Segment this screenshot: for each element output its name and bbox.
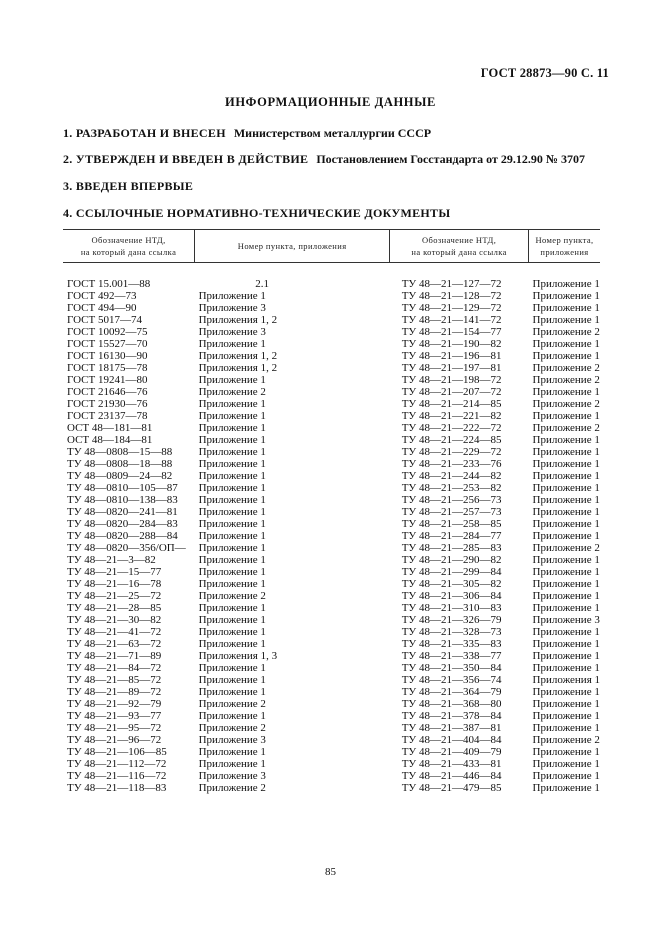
item-cell: Приложение 1 bbox=[198, 578, 266, 590]
item-cell: Приложение 1 bbox=[198, 446, 266, 458]
table-row bbox=[63, 362, 600, 374]
table-row bbox=[63, 506, 600, 518]
designation-cell: ТУ 48—21—84—72 bbox=[67, 662, 162, 674]
header-line: Обозначение НТД, bbox=[422, 235, 497, 245]
header-line: на который дана ссылка bbox=[411, 247, 507, 257]
designation-cell: ТУ 48—21—154—77 bbox=[401, 326, 502, 338]
item-cell: Приложения 1, 2 bbox=[198, 362, 278, 374]
table-row bbox=[63, 398, 600, 410]
table-row bbox=[63, 458, 600, 470]
header-item-left: Номер пункта, приложения bbox=[195, 230, 390, 263]
designation-cell: ТУ 48—21—85—72 bbox=[67, 674, 162, 686]
designation-cell: ГОСТ 16130—90 bbox=[67, 350, 148, 362]
item-cell: Приложение 1 bbox=[532, 650, 600, 662]
item-cell: Приложение 2 bbox=[532, 326, 600, 338]
item-cell: Приложение 1 bbox=[198, 338, 266, 350]
page-header-standard-ref: ГОСТ 28873—90 С. 11 bbox=[480, 66, 609, 80]
info-data-title: ИНФОРМАЦИОННЫЕ ДАННЫЕ bbox=[225, 95, 436, 109]
table-row bbox=[63, 326, 600, 338]
item-cell: Приложение 2 bbox=[198, 782, 266, 794]
designation-cell: ТУ 48—21—95—72 bbox=[67, 722, 162, 734]
designation-cell: ТУ 48—21—404—84 bbox=[401, 734, 502, 746]
designation-cell: ТУ 48—21—350—84 bbox=[401, 662, 502, 674]
item-cell: Приложение 1 bbox=[198, 482, 266, 494]
table-row bbox=[63, 263, 600, 291]
item-cell: Приложение 1 bbox=[198, 506, 266, 518]
section-title: 3. ВВЕДЕН ВПЕРВЫЕ bbox=[63, 179, 194, 193]
designation-cell: ТУ 48—21—92—79 bbox=[67, 698, 162, 710]
designation-cell: ТУ 48—0820—356/ОП— bbox=[67, 542, 186, 554]
item-cell: Приложение 1 bbox=[198, 686, 266, 698]
designation-cell: ТУ 48—0809—24—82 bbox=[67, 470, 173, 482]
designation-cell: ТУ 48—21—364—79 bbox=[401, 686, 502, 698]
item-cell: Приложение 1 bbox=[198, 530, 266, 542]
designation-cell: ТУ 48—21—128—72 bbox=[401, 290, 502, 302]
item-cell: Приложение 1 bbox=[198, 374, 266, 386]
table-row bbox=[63, 338, 600, 350]
designation-cell: ТУ 48—21—285—83 bbox=[401, 542, 502, 554]
table-row bbox=[63, 434, 600, 446]
item-cell: Приложение 1 bbox=[532, 530, 600, 542]
table-row bbox=[63, 410, 600, 422]
item-cell: Приложение 1 bbox=[532, 662, 600, 674]
designation-cell: ОСТ 48—181—81 bbox=[67, 422, 153, 434]
designation-cell: ТУ 48—21—16—78 bbox=[67, 578, 162, 590]
item-cell: Приложение 1 bbox=[532, 338, 600, 350]
designation-cell: ТУ 48—0810—105—87 bbox=[67, 482, 178, 494]
header-designation-left bbox=[63, 230, 195, 263]
item-cell: Приложение 1 bbox=[532, 350, 600, 362]
designation-cell: ТУ 48—21—89—72 bbox=[67, 686, 162, 698]
item-cell: Приложение 1 bbox=[532, 554, 600, 566]
designation-cell: ТУ 48—0808—15—88 bbox=[67, 446, 173, 458]
section-approved bbox=[63, 152, 585, 167]
table-row bbox=[63, 770, 600, 782]
designation-cell: ТУ 48—21—328—73 bbox=[401, 626, 502, 638]
designation-cell: ТУ 48—21—446—84 bbox=[401, 770, 502, 782]
item-cell: Приложение 1 bbox=[532, 506, 600, 518]
table-row bbox=[63, 530, 600, 542]
item-cell: Приложение 2 bbox=[198, 590, 266, 602]
item-cell: Приложение 1 bbox=[532, 410, 600, 422]
item-cell: Приложение 1 bbox=[532, 482, 600, 494]
designation-cell: ТУ 48—21—207—72 bbox=[401, 386, 502, 398]
table-row bbox=[63, 518, 600, 530]
designation-cell: ТУ 48—21—127—72 bbox=[401, 278, 502, 290]
designation-cell: ТУ 48—21—310—83 bbox=[401, 602, 502, 614]
item-cell: Приложение 2 bbox=[198, 386, 266, 398]
table-row bbox=[63, 422, 600, 434]
designation-cell: ТУ 48—21—190—82 bbox=[401, 338, 502, 350]
table-row bbox=[63, 542, 600, 554]
item-cell: Приложение 1 bbox=[198, 626, 266, 638]
designation-cell: ТУ 48—0820—241—81 bbox=[67, 506, 178, 518]
designation-cell: ТУ 48—0808—18—88 bbox=[67, 458, 173, 470]
item-cell: Приложение 1 bbox=[532, 722, 600, 734]
item-cell: Приложение 1 bbox=[532, 314, 600, 326]
item-cell: Приложения 1 bbox=[532, 674, 600, 686]
designation-cell: ТУ 48—21—378—84 bbox=[401, 710, 502, 722]
item-cell: Приложение 1 bbox=[198, 470, 266, 482]
table-row bbox=[63, 638, 600, 650]
designation-cell: ТУ 48—21—28—85 bbox=[67, 602, 162, 614]
designation-cell: ГОСТ 15527—70 bbox=[67, 338, 148, 350]
item-cell: Приложение 3 bbox=[198, 302, 266, 314]
item-cell: Приложение 1 bbox=[532, 386, 600, 398]
item-cell: Приложение 1 bbox=[198, 758, 266, 770]
designation-cell: ТУ 48—21—41—72 bbox=[67, 626, 162, 638]
header-line: на который дана ссылка bbox=[80, 247, 177, 257]
designation-cell: ГОСТ 494—90 bbox=[67, 302, 137, 314]
designation-cell: ТУ 48—21—356—74 bbox=[401, 674, 502, 686]
designation-cell: ТУ 48—21—326—79 bbox=[401, 614, 502, 626]
section-title: 1. РАЗРАБОТАН И ВНЕСЕН bbox=[63, 126, 226, 140]
table-row bbox=[63, 746, 600, 758]
table-row bbox=[63, 350, 600, 362]
item-cell: Приложение 1 bbox=[198, 566, 266, 578]
item-cell: Приложение 1 bbox=[532, 602, 600, 614]
item-cell: Приложение 1 bbox=[532, 518, 600, 530]
item-cell: Приложение 3 bbox=[198, 326, 266, 338]
table-row bbox=[63, 686, 600, 698]
table-row bbox=[63, 674, 600, 686]
item-cell: Приложение 1 bbox=[198, 290, 266, 302]
item-cell: Приложение 2 bbox=[532, 362, 600, 374]
item-cell: Приложение 1 bbox=[532, 710, 600, 722]
section-detail: Министерством металлургии СССР bbox=[233, 126, 432, 140]
designation-cell: ГОСТ 15.001—88 bbox=[67, 278, 151, 290]
item-cell: Приложение 1 bbox=[532, 302, 600, 314]
item-cell: Приложение 2 bbox=[198, 698, 266, 710]
item-cell: Приложение 1 bbox=[532, 686, 600, 698]
designation-cell: ТУ 48—0810—138—83 bbox=[67, 494, 178, 506]
table-row bbox=[63, 698, 600, 710]
item-cell: Приложение 1 bbox=[532, 290, 600, 302]
designation-cell: ТУ 48—21—305—82 bbox=[401, 578, 502, 590]
designation-cell: ТУ 48—21—197—81 bbox=[401, 362, 502, 374]
designation-cell: ГОСТ 23137—78 bbox=[67, 410, 148, 422]
item-cell: Приложение 2 bbox=[532, 542, 600, 554]
table-row bbox=[63, 590, 600, 602]
item-cell: Приложение 1 bbox=[532, 434, 600, 446]
designation-cell: ТУ 48—21—116—72 bbox=[67, 770, 167, 782]
designation-cell: ТУ 48—21—284—77 bbox=[401, 530, 502, 542]
designation-cell: ТУ 48—21—244—82 bbox=[401, 470, 502, 482]
designation-cell: ТУ 48—21—433—81 bbox=[401, 758, 502, 770]
table-row bbox=[63, 386, 600, 398]
item-cell: Приложение 1 bbox=[198, 602, 266, 614]
item-cell: Приложение 1 bbox=[532, 626, 600, 638]
item-cell: Приложение 1 bbox=[532, 782, 600, 794]
item-cell: Приложение 1 bbox=[198, 494, 266, 506]
table-row bbox=[63, 566, 600, 578]
designation-cell: ТУ 48—21—222—72 bbox=[401, 422, 502, 434]
designation-cell: ГОСТ 19241—80 bbox=[67, 374, 148, 386]
table-row bbox=[63, 470, 600, 482]
designation-cell: ТУ 48—21—229—72 bbox=[401, 446, 502, 458]
item-cell: Приложение 1 bbox=[198, 398, 266, 410]
item-cell: Приложения 1, 2 bbox=[198, 314, 278, 326]
item-cell: Приложение 1 bbox=[198, 746, 266, 758]
designation-cell: ТУ 48—21—196—81 bbox=[401, 350, 502, 362]
item-cell: Приложение 1 bbox=[198, 674, 266, 686]
designation-cell: ТУ 48—21—129—72 bbox=[401, 302, 502, 314]
designation-cell: ТУ 48—0820—288—84 bbox=[67, 530, 178, 542]
item-cell: Приложение 2 bbox=[532, 422, 600, 434]
table-row bbox=[63, 710, 600, 722]
designation-cell: ТУ 48—21—409—79 bbox=[401, 746, 502, 758]
item-cell: Приложение 1 bbox=[198, 710, 266, 722]
designation-cell: ТУ 48—21—257—73 bbox=[401, 506, 502, 518]
item-cell: Приложение 3 bbox=[198, 770, 266, 782]
reference-documents-table bbox=[63, 229, 600, 794]
designation-cell: ТУ 48—21—221—82 bbox=[401, 410, 502, 422]
item-cell: Приложение 1 bbox=[532, 458, 600, 470]
table-row bbox=[63, 614, 600, 626]
designation-cell: ГОСТ 21646—76 bbox=[67, 386, 148, 398]
designation-cell: ТУ 48—21—256—73 bbox=[401, 494, 502, 506]
designation-cell: ТУ 48—21—479—85 bbox=[401, 782, 502, 794]
designation-cell: ТУ 48—21—71—89 bbox=[67, 650, 162, 662]
designation-cell: ТУ 48—21—106—85 bbox=[67, 746, 167, 758]
item-cell: Приложение 1 bbox=[532, 494, 600, 506]
designation-cell: ТУ 48—21—141—72 bbox=[401, 314, 502, 326]
section-title: 2. УТВЕРЖДЕН И ВВЕДЕН В ДЕЙСТВИЕ bbox=[63, 152, 309, 166]
table-row bbox=[63, 734, 600, 746]
designation-cell: ТУ 48—21—224—85 bbox=[401, 434, 502, 446]
item-cell: Приложение 1 bbox=[532, 470, 600, 482]
section-reference-documents bbox=[63, 206, 450, 221]
designation-cell: ТУ 48—21—338—77 bbox=[401, 650, 502, 662]
table-row bbox=[63, 290, 600, 302]
designation-cell: ТУ 48—21—233—76 bbox=[401, 458, 502, 470]
item-cell: Приложения 1, 3 bbox=[198, 650, 278, 662]
item-cell: Приложение 1 bbox=[532, 746, 600, 758]
designation-cell: ТУ 48—21—112—72 bbox=[67, 758, 167, 770]
table-row bbox=[63, 482, 600, 494]
section-developed bbox=[63, 126, 431, 141]
item-cell: Приложение 2 bbox=[532, 374, 600, 386]
table-row bbox=[63, 446, 600, 458]
designation-cell: ТУ 48—21—118—83 bbox=[67, 782, 167, 794]
item-cell: Приложение 1 bbox=[532, 566, 600, 578]
table-row bbox=[63, 722, 600, 734]
designation-cell: ГОСТ 492—73 bbox=[67, 290, 137, 302]
section-introduced bbox=[63, 179, 193, 194]
item-cell: Приложение 3 bbox=[198, 734, 266, 746]
designation-cell: ТУ 48—21—258—85 bbox=[401, 518, 502, 530]
designation-cell: ТУ 48—21—198—72 bbox=[401, 374, 502, 386]
designation-cell: ГОСТ 18175—78 bbox=[67, 362, 148, 374]
designation-cell: ТУ 48—21—93—77 bbox=[67, 710, 162, 722]
designation-cell: ТУ 48—21—368—80 bbox=[401, 698, 502, 710]
item-cell: Приложения 1, 2 bbox=[198, 350, 278, 362]
section-detail: Постановлением Госстандарта от 29.12.90 № 3707 bbox=[316, 152, 585, 166]
table-row bbox=[63, 578, 600, 590]
designation-cell: ТУ 48—21—63—72 bbox=[67, 638, 162, 650]
table-row bbox=[63, 758, 600, 770]
item-cell: Приложение 1 bbox=[198, 542, 266, 554]
header-line: Обозначение НТД, bbox=[91, 235, 166, 245]
item-cell: Приложение 1 bbox=[198, 662, 266, 674]
item-cell: Приложение 1 bbox=[532, 278, 600, 290]
designation-cell: ТУ 48—0820—284—83 bbox=[67, 518, 178, 530]
table-row bbox=[63, 374, 600, 386]
table-row bbox=[63, 554, 600, 566]
designation-cell: ТУ 48—21—3—82 bbox=[67, 554, 156, 566]
item-cell: Приложение 1 bbox=[532, 590, 600, 602]
table-row bbox=[63, 626, 600, 638]
item-cell: Приложение 1 bbox=[198, 614, 266, 626]
item-cell: Приложение 1 bbox=[198, 554, 266, 566]
designation-cell: ТУ 48—21—387—81 bbox=[401, 722, 502, 734]
table-row bbox=[63, 314, 600, 326]
designation-cell: ТУ 48—21—30—82 bbox=[67, 614, 162, 626]
item-cell: Приложение 1 bbox=[198, 518, 266, 530]
page-number: 85 bbox=[325, 866, 336, 878]
designation-cell: ТУ 48—21—253—82 bbox=[401, 482, 502, 494]
designation-cell: ТУ 48—21—96—72 bbox=[67, 734, 162, 746]
designation-cell: ГОСТ 10092—75 bbox=[67, 326, 148, 338]
designation-cell: ОСТ 48—184—81 bbox=[67, 434, 153, 446]
header-designation-right bbox=[390, 230, 529, 263]
designation-cell: ТУ 48—21—214—85 bbox=[401, 398, 502, 410]
designation-cell: ГОСТ 21930—76 bbox=[67, 398, 148, 410]
designation-cell: ТУ 48—21—25—72 bbox=[67, 590, 162, 602]
item-cell: Приложение 2 bbox=[532, 734, 600, 746]
table-row bbox=[63, 494, 600, 506]
item-cell: Приложение 1 bbox=[532, 698, 600, 710]
table-header-row bbox=[63, 230, 600, 263]
table-row bbox=[63, 662, 600, 674]
item-cell: Приложение 1 bbox=[532, 638, 600, 650]
item-cell: Приложение 3 bbox=[532, 614, 600, 626]
designation-cell: ТУ 48—21—335—83 bbox=[401, 638, 502, 650]
item-cell: Приложение 1 bbox=[532, 578, 600, 590]
item-cell: 2.1 bbox=[255, 278, 270, 290]
table-row bbox=[63, 782, 600, 794]
item-cell: Приложение 1 bbox=[532, 758, 600, 770]
item-cell: Приложение 1 bbox=[198, 422, 266, 434]
item-cell: Приложение 1 bbox=[532, 770, 600, 782]
item-cell: Приложение 1 bbox=[532, 446, 600, 458]
table-row bbox=[63, 650, 600, 662]
designation-cell: ГОСТ 5017—74 bbox=[67, 314, 142, 326]
item-cell: Приложение 1 bbox=[198, 410, 266, 422]
item-cell: Приложение 2 bbox=[198, 722, 266, 734]
item-cell: Приложение 2 bbox=[532, 398, 600, 410]
table-row bbox=[63, 302, 600, 314]
item-cell: Приложение 1 bbox=[198, 434, 266, 446]
designation-cell: ТУ 48—21—15—77 bbox=[67, 566, 162, 578]
designation-cell: ТУ 48—21—299—84 bbox=[401, 566, 502, 578]
table-row bbox=[63, 602, 600, 614]
designation-cell: ТУ 48—21—290—82 bbox=[401, 554, 502, 566]
designation-cell: ТУ 48—21—306—84 bbox=[401, 590, 502, 602]
section-title: 4. ССЫЛОЧНЫЕ НОРМАТИВНО-ТЕХНИЧЕСКИЕ ДОКУМЕНТЫ bbox=[63, 206, 451, 220]
item-cell: Приложение 1 bbox=[198, 458, 266, 470]
item-cell: Приложение 1 bbox=[198, 638, 266, 650]
header-item-right: Номер пункта, приложения bbox=[529, 230, 600, 263]
